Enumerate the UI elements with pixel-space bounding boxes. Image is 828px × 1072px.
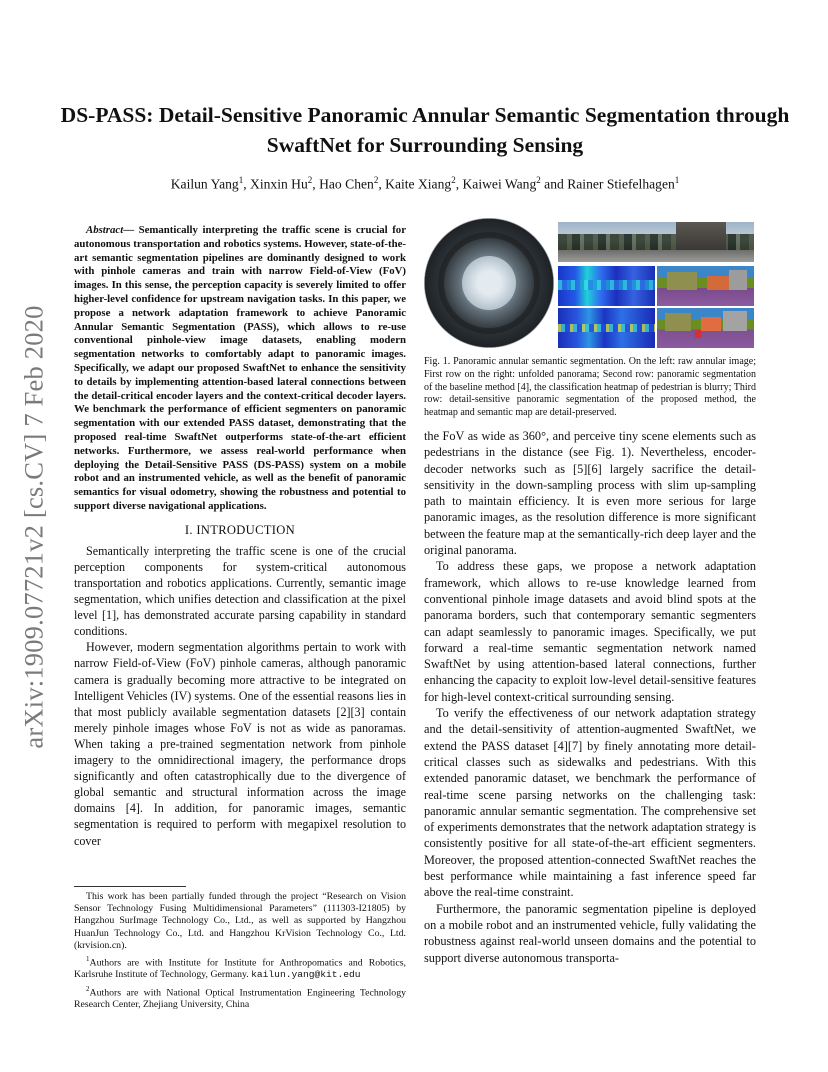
abstract-label: Abstract	[86, 224, 124, 236]
body-paragraph: To verify the effectiveness of our network adaptation strategy and the detail-sensitivity of attention-augmented SwaftNet, we extend the PASS dataset [4][7] by finely annotating more detail-critical classes such as sidewalks and pedestrians. With this extended panoramic dataset, we benchmark the performance of real-time scene parsing networks on the challenging task: panoramic annular semantic segmentation. The comprehensive set of experiments demonstrates that the network adaptation strategy is consistently positive for all state-of-the-art efficient segmenters. Moreover, the proposed attention-connected SwaftNet reaches the best performance while maintaining a fast inference speed far above the real-time constraint.	[424, 706, 756, 900]
seg-region-pedestrian	[695, 330, 701, 338]
author-affiliation-mark: 2	[536, 175, 541, 185]
right-column	[424, 428, 756, 966]
proposed-heatmap	[558, 308, 655, 348]
annular-mask	[424, 218, 554, 348]
footnote-mark: 2	[86, 984, 90, 993]
body-paragraph: Semantically interpreting the traffic scene is one of the crucial perception components for system-critical autonomous transportation and robotics applications. Currently, semantic image segmentation, which unifies detection and classification at the pixel level [1], has demonstrated accurate parsing capability in standard conditions.	[74, 543, 406, 639]
author-name: Xinxin Hu	[250, 176, 308, 192]
baseline-segmentation	[657, 266, 754, 306]
section-heading: I. INTRODUCTION	[184, 522, 296, 537]
heatmap-band	[558, 324, 655, 332]
body-paragraph: Furthermore, the panoramic segmentation pipeline is deployed on a mobile robot and an instrumented vehicle, fully validating the robustness against real-world unseen domains and the potential to support diverse autonomous transporta-	[424, 901, 756, 965]
seg-region	[667, 272, 697, 290]
arxiv-identifier	[14, 292, 54, 762]
seg-region	[701, 317, 721, 331]
panorama-building	[676, 222, 726, 250]
seg-region	[723, 311, 747, 331]
affiliation-footnote-2	[74, 983, 406, 1012]
paper-title: DS-PASS: Detail-Sensitive Panoramic Annular Semantic Segmentation through SwaftNet for Surrounding Sensing	[60, 103, 790, 157]
author-name: Hao Chen	[319, 176, 374, 192]
author-affiliation-mark: 1	[238, 175, 244, 185]
proposed-segmentation	[657, 308, 754, 348]
seg-region	[665, 313, 691, 331]
abstract-text: — Semantically interpreting the traffic scene is crucial for autonomous transportation and robotics systems. However, state-of-the-art semantic segmentation pipelines are dominantly designed to work with pinhole cameras and train with narrow Field-of-View (FoV) images. In this sense, the perception capacity is severely limited to offer higher-level confidence for upstream navigation tasks. In this paper, we propose a network adaptation framework to achieve Panoramic Annular Semantic Segmentation (PASS), which allows to re-use conventional pinhole-view image datasets, enabling modern segmentation networks to comfortably adapt to panoramic images. Specifically, we adapt our proposed SwaftNet to enhance the sensitivity to details by implementing attention-based lateral connections between the detail-critical encoder layers and the context-critical decoder layers. We benchmark the performance of efficient segmenters on panoramic segmentation with our extended PASS dataset, demonstrating that the proposed real-time SwaftNet outperforms state-of-the-art efficient networks. Furthermore, we assess real-world performance when deploying the Detail-Sensitive PASS (DS-PASS) system on a mobile robot and an instrumented vehicle, as well as the benefit of panoramic semantics for visual odometry, showing the robustness and potential to support diverse navigational applications.	[74, 224, 406, 512]
abstract	[74, 224, 406, 514]
body-paragraph: However, modern segmentation algorithms pertain to work with narrow Field-of-View (FoV) pinhole cameras, although panoramic camera is gradually becoming more attractive to be integrated on Intelligent Vehicles (IV) systems. One of the essential reasons lies in that most publicly available segmentation datasets [2][3] contain merely pinhole images whose FoV is not as wide as panoramas. When taking a pre-trained segmentation network from pinhole imagery to the omnidirectional imagery, the performance drops significantly and often catastrophically due to the divergence of global semantic and structural information across the image domains [4]. In addition, for panoramic images, semantic segmentation is required to perform with megapixel resolution to cover	[74, 640, 406, 848]
author-affiliation-mark: 2	[373, 175, 379, 185]
seg-region	[729, 270, 747, 290]
figure-1	[424, 218, 754, 348]
arxiv-identifier-text: arXiv:1909.07721v2 [cs.CV] 7 Feb 2020	[18, 305, 49, 749]
body-paragraph: To address these gaps, we propose a network adaptation framework, which allows to re-use knowledge learned from conventional pinhole image datasets and avoid blind spots at the panorama borders, such that contemporary semantic segmenters can adapt seamlessly to panoramic images. Specifically, we put forward a real-time semantic segmentation network named SwaftNet by using attention-based lateral connections, further enhancing the capacity to exploit low-level detail-sensitive features for high-level context-critical surrounding sensing.	[424, 559, 756, 704]
affiliation-footnote-1	[74, 953, 406, 982]
baseline-heatmap	[558, 266, 655, 306]
author-name: Kaiwei Wang	[462, 176, 537, 192]
author-name: Kailun Yang	[170, 176, 239, 192]
figure-caption: Fig. 1. Panoramic annular semantic segmentation. On the left: raw annular image; First row on the right: unfolded panorama; Second row: panoramic segmentation of the baseline method [4], the classification heatmap of pedestrian is blurry; Third row: detail-sensitive panoramic segmentation of the proposed method, the heatmap and semantic map are detail-preserved.	[424, 356, 756, 419]
author-affiliation-mark: 2	[451, 175, 456, 185]
author-email: kailun.yang@kit.edu	[251, 969, 361, 981]
unfolded-panorama	[558, 222, 754, 262]
author-affiliation-mark: 1	[674, 175, 680, 185]
author-affiliation-mark: 2	[307, 175, 313, 185]
panorama-road	[558, 250, 754, 262]
body-paragraph: the FoV as wide as 360°, and perceive tiny scene elements such as pedestrians in the distance (see Fig. 1). Nevertheless, encoder-decoder networks such as [5][6] largely sacrifice the detail-sensitivity in the down-sampling process with slim up-sampling path to maintain efficiency. It is even more serious for large panoramic images, as the resolution difference is more significant between the feature map at the semantically-rich deep layer and the original panorama.	[424, 429, 756, 558]
footnote-rule	[74, 886, 186, 887]
proposed-result-row	[558, 308, 754, 348]
affiliation-text: Authors are with Institute for Institute for Anthropomatics and Robotics, Karlsruhe Institute of Technology, Germany.	[74, 957, 406, 981]
author-list: Kailun Yang$^1$, Xinxin Hu$^2$, Hao Chen$^2$, Kaite Xiang$^2$, Kaiwei Wang$^2$ and Rainer Stiefelhagen$^1$	[170, 175, 680, 192]
funding-footnote: This work has been partially funded through the project “Research on Vision Sensor Technology Fusing Multidimensional Parameters” (111303-I21805) by Hangzhou SurImage Technology Co., Ltd., as well as supported by Hangzhou HuanJun Technology Co., Ltd. and Hangzhou KrVision Technology Co., Ltd. (krvision.cn).	[74, 891, 406, 951]
footnote-mark: 1	[86, 955, 90, 964]
baseline-result-row	[558, 266, 754, 306]
affiliation-text: Authors are with National Optical Instrumentation Engineering Technology Research Center, Zhejiang University, China	[74, 986, 406, 1011]
author-name: Kaite Xiang	[385, 176, 452, 192]
annular-image	[424, 218, 554, 348]
seg-region	[707, 276, 729, 290]
left-column	[74, 224, 406, 849]
heatmap-band	[558, 280, 655, 290]
author-name: Rainer Stiefelhagen	[567, 176, 675, 192]
footnotes	[74, 886, 406, 1012]
